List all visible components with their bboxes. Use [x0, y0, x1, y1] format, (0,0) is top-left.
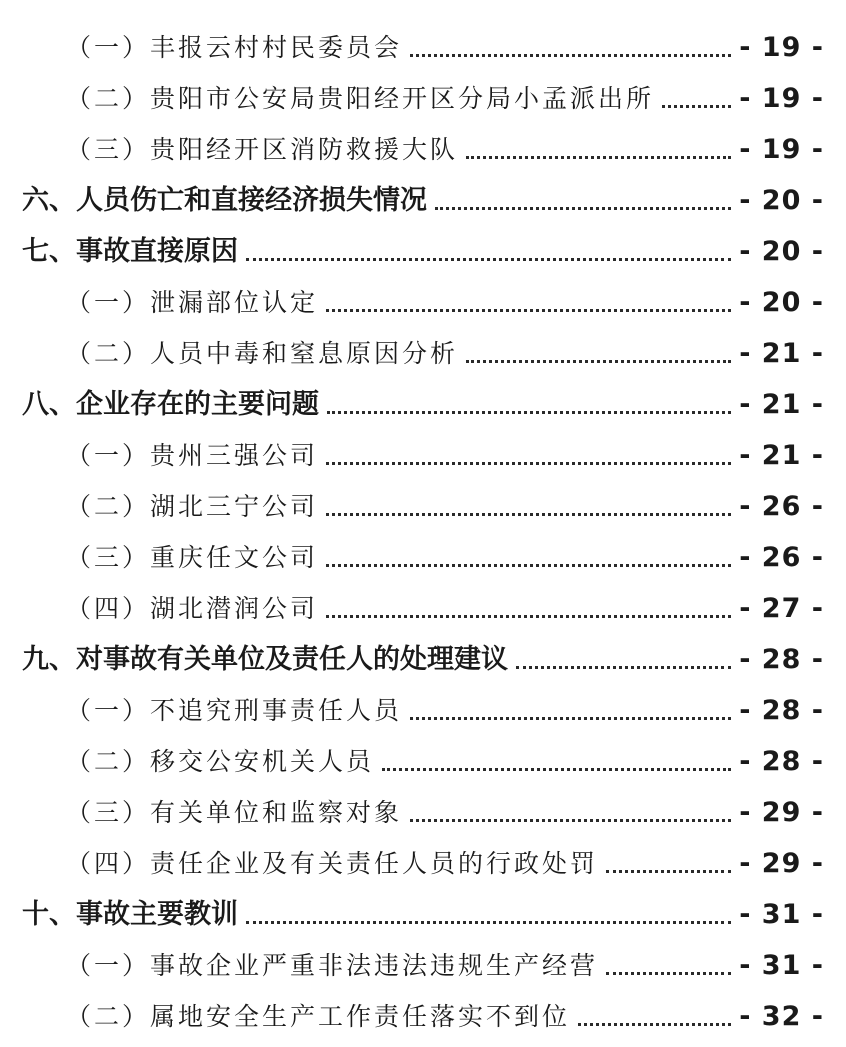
toc-entry[interactable]: [0, 16, 846, 67]
toc-leader-dots: [326, 615, 731, 618]
toc-section-title: 九、对事故有关单位及责任人的处理建议: [22, 644, 508, 675]
toc-entry[interactable]: [0, 118, 846, 169]
toc-leader-dots: [326, 564, 731, 567]
toc-entry-title: （一）泄漏部位认定: [66, 288, 319, 317]
toc-entry-title: （二）移交公安机关人员: [66, 747, 375, 776]
toc-leader-dots: [516, 666, 731, 669]
toc-section-page: - 20 -: [739, 236, 824, 267]
toc-leader-dots: [410, 717, 731, 720]
toc-entry-title: （三）有关单位和监察对象: [66, 798, 403, 827]
toc-entry-page: - 29 -: [739, 797, 824, 828]
toc-entry[interactable]: [0, 271, 846, 322]
toc-entry-title: （一）丰报云村村民委员会: [66, 33, 403, 62]
toc-entry-title: （一）贵州三强公司: [66, 441, 319, 470]
toc-leader-dots: [326, 513, 731, 516]
toc-section[interactable]: [0, 883, 846, 934]
toc-entry-title: （二）湖北三宁公司: [66, 492, 319, 521]
toc-section-page: - 28 -: [739, 644, 824, 675]
table-of-contents: [0, 16, 846, 1036]
toc-entry-title: （三）贵阳经开区消防救援大队: [66, 135, 459, 164]
toc-leader-dots: [382, 768, 731, 771]
toc-leader-dots: [246, 258, 731, 261]
toc-entry-page: - 32 -: [739, 1001, 824, 1032]
toc-entry-page: - 21 -: [739, 440, 824, 471]
toc-entry-title: （一）不追究刑事责任人员: [66, 696, 403, 725]
toc-entry[interactable]: [0, 679, 846, 730]
toc-leader-dots: [410, 819, 731, 822]
toc-entry[interactable]: [0, 832, 846, 883]
toc-entry[interactable]: [0, 475, 846, 526]
toc-entry-page: - 27 -: [739, 593, 824, 624]
toc-entry-page: - 20 -: [739, 287, 824, 318]
toc-section[interactable]: [0, 169, 846, 220]
toc-leader-dots: [578, 1023, 731, 1026]
toc-leader-dots: [435, 207, 731, 210]
toc-entry[interactable]: [0, 577, 846, 628]
toc-leader-dots: [606, 972, 731, 975]
toc-section[interactable]: [0, 373, 846, 424]
toc-leader-dots: [662, 105, 731, 108]
toc-leader-dots: [246, 921, 731, 924]
toc-entry-page: - 31 -: [739, 950, 824, 981]
toc-entry[interactable]: [0, 985, 846, 1036]
toc-entry-page: - 26 -: [739, 542, 824, 573]
toc-section-page: - 20 -: [739, 185, 824, 216]
toc-entry[interactable]: [0, 730, 846, 781]
toc-entry[interactable]: [0, 934, 846, 985]
toc-leader-dots: [410, 54, 731, 57]
toc-section-title: 七、事故直接原因: [22, 236, 238, 267]
toc-entry-title: （一）事故企业严重非法违法违规生产经营: [66, 951, 599, 980]
toc-entry-title: （四）湖北潜润公司: [66, 594, 319, 623]
toc-entry[interactable]: [0, 781, 846, 832]
toc-entry-page: - 28 -: [739, 695, 824, 726]
toc-entry-page: - 21 -: [739, 338, 824, 369]
toc-section[interactable]: [0, 220, 846, 271]
toc-leader-dots: [326, 462, 731, 465]
toc-entry-page: - 19 -: [739, 32, 824, 63]
toc-entry[interactable]: [0, 526, 846, 577]
toc-leader-dots: [606, 870, 731, 873]
toc-entry-title: （二）属地安全生产工作责任落实不到位: [66, 1002, 571, 1031]
toc-entry[interactable]: [0, 67, 846, 118]
toc-section[interactable]: [0, 628, 846, 679]
toc-entry-title: （三）重庆任文公司: [66, 543, 319, 572]
toc-section-title: 十、事故主要教训: [22, 899, 238, 930]
toc-entry[interactable]: [0, 424, 846, 475]
toc-section-title: 六、人员伤亡和直接经济损失情况: [22, 185, 427, 216]
toc-entry-page: - 26 -: [739, 491, 824, 522]
toc-section-page: - 31 -: [739, 899, 824, 930]
toc-leader-dots: [466, 360, 731, 363]
toc-entry-page: - 19 -: [739, 83, 824, 114]
toc-section-title: 八、企业存在的主要问题: [22, 389, 319, 420]
toc-entry[interactable]: [0, 322, 846, 373]
toc-entry-title: （四）责任企业及有关责任人员的行政处罚: [66, 849, 599, 878]
toc-entry-title: （二）贵阳市公安局贵阳经开区分局小孟派出所: [66, 84, 655, 113]
toc-leader-dots: [327, 411, 731, 414]
toc-section-page: - 21 -: [739, 389, 824, 420]
toc-leader-dots: [326, 309, 731, 312]
toc-entry-page: - 29 -: [739, 848, 824, 879]
toc-entry-title: （二）人员中毒和窒息原因分析: [66, 339, 459, 368]
toc-leader-dots: [466, 156, 731, 159]
toc-entry-page: - 19 -: [739, 134, 824, 165]
toc-entry-page: - 28 -: [739, 746, 824, 777]
